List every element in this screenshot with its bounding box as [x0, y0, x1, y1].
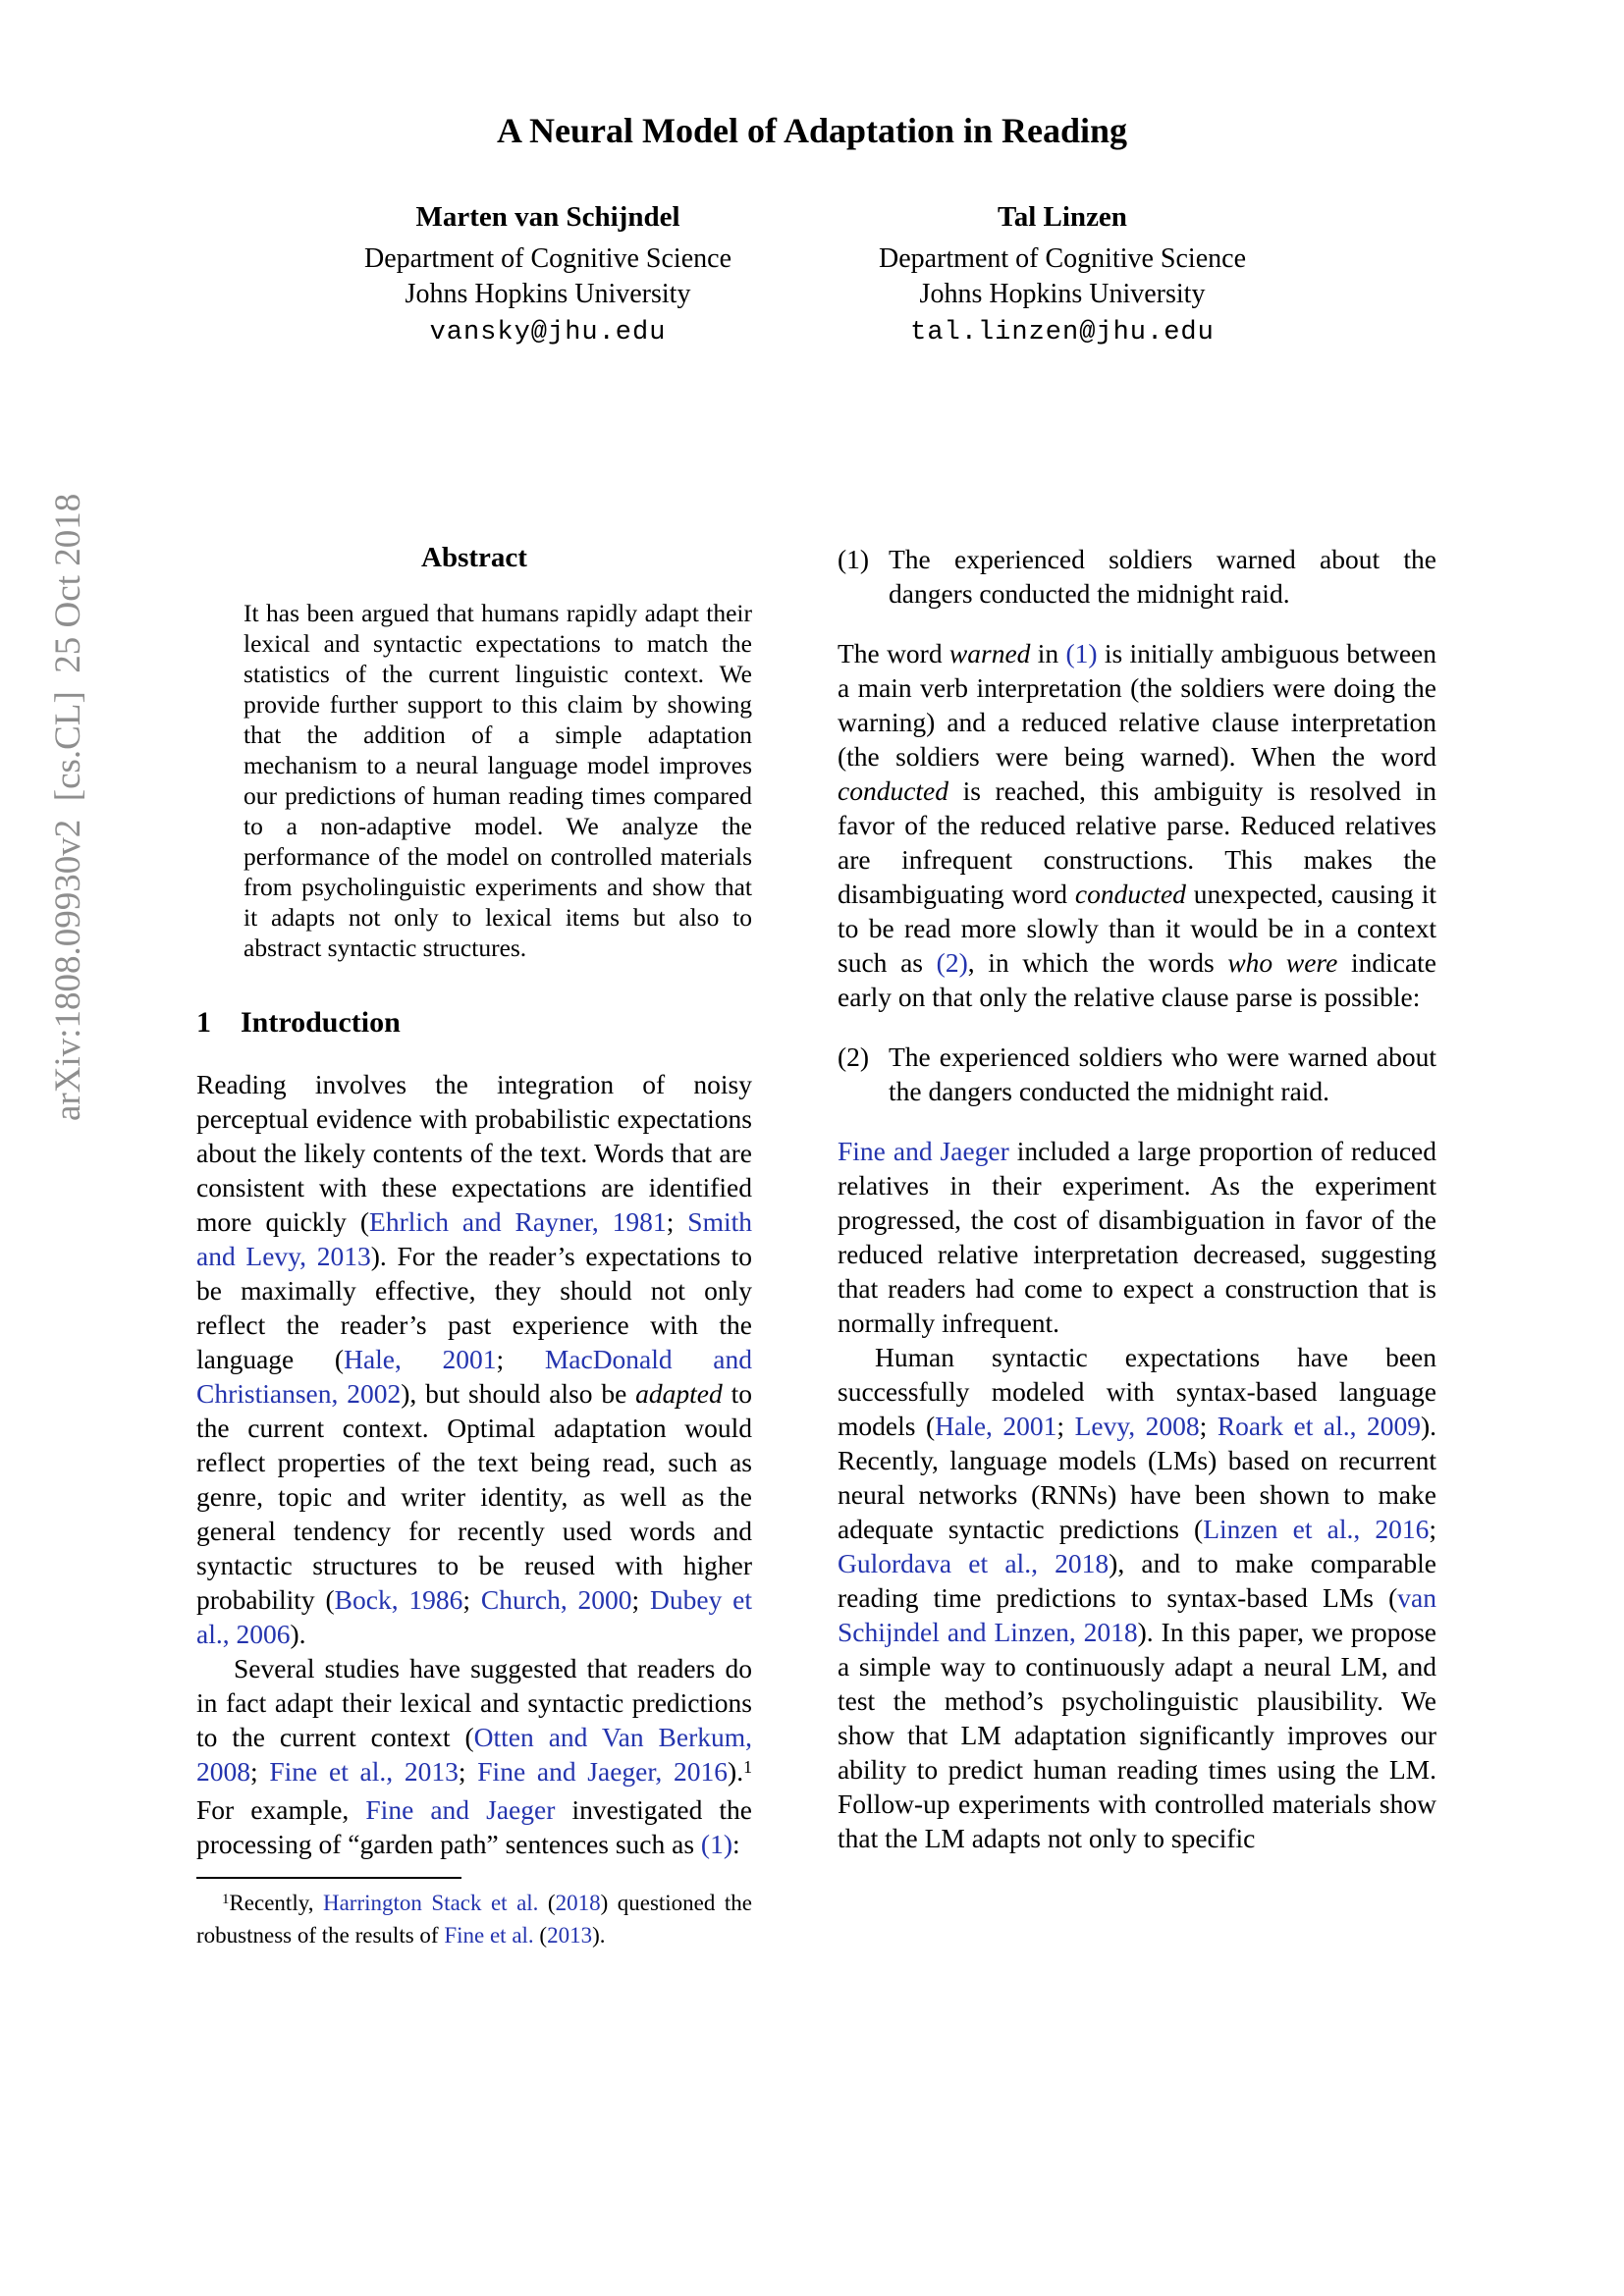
author-name: Marten van Schijndel: [415, 201, 680, 233]
author-name: Tal Linzen: [998, 201, 1127, 233]
right-column: [838, 542, 1436, 1855]
citation-link[interactable]: Otten and Van Berkum, 2008: [196, 1722, 752, 1787]
emphasis-text: who were: [1227, 947, 1338, 978]
citation-link[interactable]: van Schijndel and Linzen, 2018: [838, 1582, 1436, 1647]
section-number: 1: [196, 1006, 211, 1039]
author-department: Department of Cognitive Science: [364, 243, 731, 274]
citation-link[interactable]: Levy, 2008: [1074, 1411, 1200, 1441]
footnote-marker: 1: [743, 1756, 753, 1777]
citation-link[interactable]: 2018: [555, 1891, 601, 1915]
right-paragraph-1: The word warned in (1) is initially ambiguous between a main verb interpretation (the soldiers were doing the warning) and a reduced relative clause interpretation (the soldiers were being warned). When the word conducted is reached, this ambiguity is resolved in favor of the reduced relative parse. Reduced relatives are infrequent constructions. This makes the disambiguating word conducted unexpected, causing it to be read more slowly than it would be in a context such as (2), in which the words who were indicate early on that only the relative clause parse is possible:: [838, 638, 1437, 1012]
citation-link[interactable]: Fine and Jaeger, 2016: [477, 1756, 729, 1787]
citation-link[interactable]: Linzen et al., 2016: [1203, 1514, 1430, 1544]
intro-paragraph-1: Reading involves the integration of noisy perceptual evidence with probabilistic expectations about the likely contents of the text. Words that are consistent with these expectations are identified more quickly (Ehrlich and Rayner, 1981; Smith and Levy, 2013). For the reader’s expectations to be maximally effective, they should not only reflect the reader’s past experience with the language (Hale, 2001; MacDonald and Christiansen, 2002), but should also be adapted to the current context. Optimal adaptation would reflect properties of the text being read, such as genre, topic and writer identity, as well as the general tendency for recently used words and syntactic structures to be reused with higher probability (Bock, 1986; Church, 2000; Dubey et al., 2006).: [196, 1069, 753, 1649]
section-title: Introduction: [241, 1006, 401, 1039]
author-university: Johns Hopkins University: [405, 279, 691, 309]
right-paragraph-2: Fine and Jaeger included a large proportion of reduced relatives in their experiment. As the experiment progressed, the cost of disambiguation in favor of the reduced relative interpretation decreased, suggesting that readers had come to expect a construction that is normally infrequent.: [838, 1136, 1437, 1338]
author-block-2: [768, 201, 1357, 347]
citation-link[interactable]: Fine et al.: [444, 1923, 534, 1948]
right-paragraph-3: Human syntactic expectations have been successfully modeled with syntax-based language models (Hale, 2001; Levy, 2008; Roark et al., 2009). Recently, language models (LMs) based on recurrent neural networks (RNNs) have been shown to make adequate syntactic predictions (Linzen et al., 2016; Gulordava et al., 2018), and to make comparable reading time predictions to syntax-based LMs (van Schijndel and Linzen, 2018). In this paper, we propose a simple way to continuously adapt a neural LM, and test the method’s psycholinguistic plausibility. We show that LM adaptation significantly improves our ability to predict human reading times using the LM. Follow-up experiments with controlled materials show that the LM adapts not only to specific: [838, 1342, 1437, 1853]
citation-link[interactable]: Bock, 1986: [334, 1584, 463, 1615]
left-column: [196, 542, 752, 1949]
emphasis-text: conducted: [1074, 879, 1186, 909]
example-text: The experienced soldiers warned about the dangers conducted the midnight raid.: [889, 544, 1436, 609]
author-block-1: [253, 201, 842, 347]
emphasis-text: adapted: [635, 1378, 723, 1409]
citation-link[interactable]: 2013: [547, 1923, 593, 1948]
citation-link[interactable]: Hale, 2001: [344, 1344, 497, 1374]
citation-link[interactable]: Roark et al., 2009: [1217, 1411, 1421, 1441]
citation-link[interactable]: Church, 2000: [480, 1584, 632, 1615]
citation-link[interactable]: (1): [1065, 638, 1098, 668]
example-2: [838, 1040, 1436, 1108]
citation-link[interactable]: Fine and Jaeger: [838, 1136, 1009, 1166]
author-university: Johns Hopkins University: [919, 279, 1206, 309]
citation-link[interactable]: Ehrlich and Rayner, 1981: [369, 1206, 667, 1237]
citation-link[interactable]: Hale, 2001: [935, 1411, 1057, 1441]
paper-title: A Neural Model of Adaptation in Reading: [496, 111, 1128, 150]
citation-link[interactable]: Fine and Jaeger: [365, 1794, 556, 1825]
author-department: Department of Cognitive Science: [879, 243, 1246, 274]
citation-link[interactable]: Dubey et al., 2006: [196, 1584, 752, 1649]
example-1: [838, 542, 1436, 611]
example-label: (1): [838, 544, 870, 574]
abstract-section: [196, 542, 752, 963]
citation-link[interactable]: Smith and Levy, 2013: [196, 1206, 752, 1271]
abstract-text: It has been argued that humans rapidly adapt their lexical and syntactic expectations to match the statistics of the current linguistic context. We provide further support to this claim by showing that the addition of a simple adaptation mechanism to a neural language model improves our predictions of human reading times compared to a non-adaptive model. We analyze the performance of the model on controlled materials from psycholinguistic experiments and show that it adapts not only to lexical items but also to abstract syntactic structures.: [244, 599, 752, 962]
abstract-heading: Abstract: [421, 542, 527, 573]
citation-link[interactable]: MacDonald and Christiansen, 2002: [196, 1344, 753, 1409]
author-email: vansky@jhu.edu: [429, 318, 667, 347]
citation-link[interactable]: Harrington Stack et al.: [322, 1891, 539, 1915]
footnote-marker: 1: [222, 1892, 230, 1908]
section-heading-introduction: [196, 1006, 752, 1040]
citation-link[interactable]: Fine et al., 2013: [269, 1756, 459, 1787]
author-email: tal.linzen@jhu.edu: [910, 318, 1215, 347]
arxiv-watermark: arXiv:1808.09930v2 [cs.CL] 25 Oct 2018: [48, 493, 88, 1121]
example-label: (2): [838, 1041, 870, 1072]
citation-link[interactable]: Gulordava et al., 2018: [838, 1548, 1110, 1578]
emphasis-text: warned: [948, 638, 1031, 668]
intro-paragraph-2: Several studies have suggested that readers do in fact adapt their lexical and syntactic predictions to the current context (Otten and Van Berkum, 2008; Fine et al., 2013; Fine and Jaeger, 2016).$^1$ For example, Fine and Jaeger investigated the processing of “garden path” sentences such as (1):: [196, 1653, 753, 1859]
footnote-1: $^1$Recently, Harrington Stack et al. (2018) questioned the robustness of the results of Fine et al. (2013).: [196, 1891, 752, 1948]
citation-link[interactable]: (2): [936, 947, 968, 978]
citation-link[interactable]: (1): [700, 1829, 732, 1859]
footnote-rule: [196, 1877, 461, 1879]
emphasis-text: conducted: [838, 775, 949, 806]
example-text: The experienced soldiers who were warned about the dangers conducted the midnight raid.: [889, 1041, 1436, 1106]
